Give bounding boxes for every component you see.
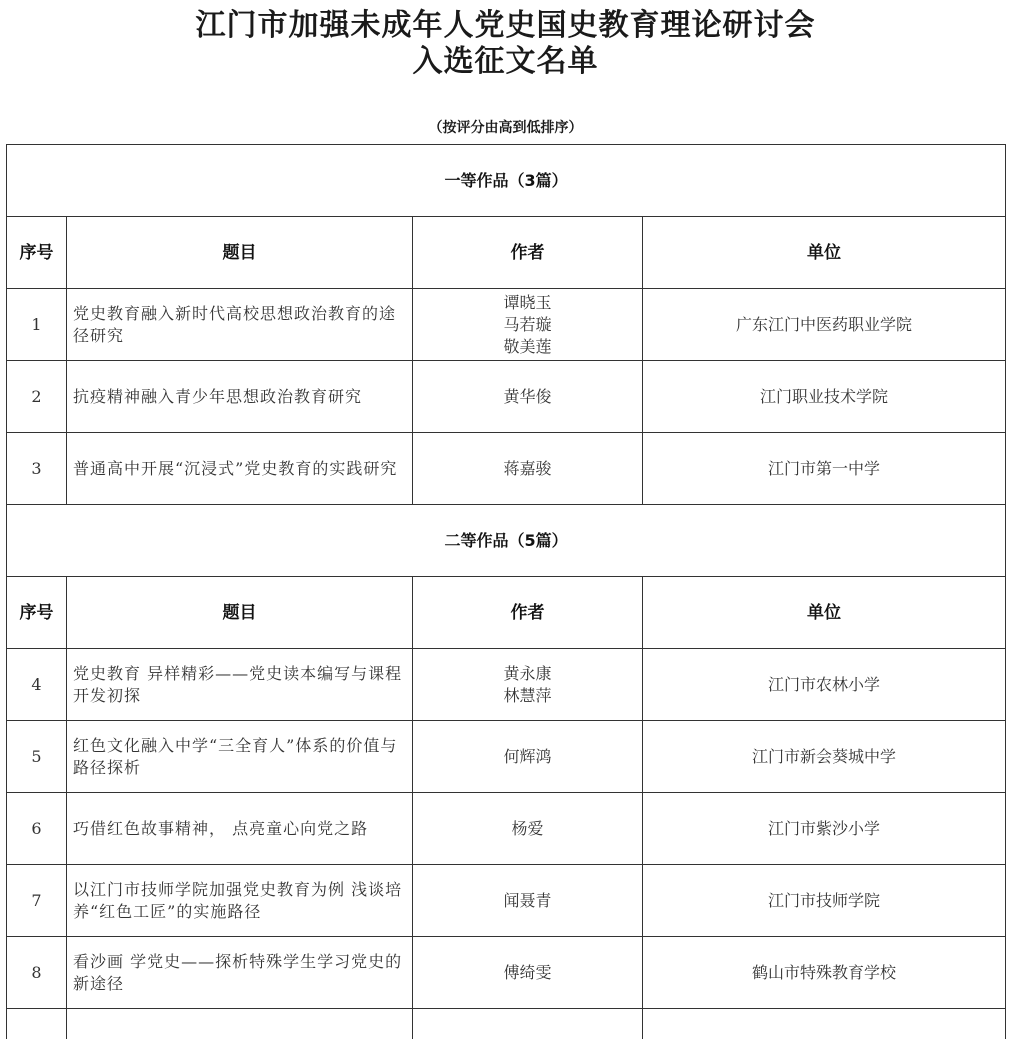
row-number: 2 [7, 361, 67, 433]
table-row [7, 937, 1006, 1009]
section-row [7, 505, 1006, 577]
row-title: 以江门市技师学院加强党史教育为例 浅谈培养“红色工匠”的实施路径 [67, 865, 413, 937]
row-number: 5 [7, 721, 67, 793]
header-unit: 单位 [643, 577, 1006, 649]
header-row [7, 217, 1006, 289]
author-name: 蒋嘉骏 [413, 458, 642, 480]
author-name: 谭晓玉 [413, 292, 642, 314]
row-unit: 广东江门中医药职业学院 [643, 289, 1006, 361]
row-title: 红色文化融入中学“三全育人”体系的价值与路径探析 [67, 721, 413, 793]
author-name: 敬美莲 [413, 336, 642, 358]
row-unit: 鹤山市特殊教育学校 [643, 937, 1006, 1009]
row-unit: 江门市第一中学 [643, 433, 1006, 505]
row-title: 党史教育 异样精彩——党史读本编写与课程开发初探 [67, 649, 413, 721]
document-subtitle: （按评分由高到低排序） [0, 118, 1011, 138]
table-row [7, 865, 1006, 937]
author-name: 傅绮雯 [413, 962, 642, 984]
row-title: 党史教育融入新时代高校思想政治教育的途径研究 [67, 289, 413, 361]
row-unit: 江门市农林小学 [643, 649, 1006, 721]
header-no: 序号 [7, 577, 67, 649]
row-authors [413, 937, 643, 1009]
header-no: 序号 [7, 217, 67, 289]
author-name: 林慧萍 [413, 685, 642, 707]
table-row [7, 289, 1006, 361]
row-unit: 江门职业技术学院 [643, 361, 1006, 433]
empty-cell [67, 1009, 413, 1039]
document-title-line1: 江门市加强未成年人党史国史教育理论研讨会 [0, 8, 1011, 44]
table-continuation-row [7, 1009, 1006, 1039]
section-label: 一等作品（3篇） [7, 145, 1006, 217]
author-name: 黄华俊 [413, 386, 642, 408]
header-title: 题目 [67, 577, 413, 649]
header-unit: 单位 [643, 217, 1006, 289]
row-authors [413, 289, 643, 361]
row-title: 抗疫精神融入青少年思想政治教育研究 [67, 361, 413, 433]
row-authors [413, 793, 643, 865]
document-title-line2: 入选征文名单 [0, 44, 1011, 80]
author-name: 马若璇 [413, 314, 642, 336]
table-row [7, 361, 1006, 433]
row-unit: 江门市紫沙小学 [643, 793, 1006, 865]
table-row [7, 793, 1006, 865]
section-row [7, 145, 1006, 217]
table-row [7, 433, 1006, 505]
table-row [7, 649, 1006, 721]
section-label: 二等作品（5篇） [7, 505, 1006, 577]
row-unit: 江门市新会葵城中学 [643, 721, 1006, 793]
header-title: 题目 [67, 217, 413, 289]
author-name: 何辉鸿 [413, 746, 642, 768]
table-row [7, 721, 1006, 793]
author-name: 杨爱 [413, 818, 642, 840]
row-title: 巧借红色故事精神， 点亮童心向党之路 [67, 793, 413, 865]
row-number: 6 [7, 793, 67, 865]
award-table-body [7, 145, 1006, 1039]
header-author: 作者 [413, 217, 643, 289]
row-authors [413, 649, 643, 721]
row-number: 8 [7, 937, 67, 1009]
header-row [7, 577, 1006, 649]
row-number: 3 [7, 433, 67, 505]
empty-cell [643, 1009, 1006, 1039]
author-name: 黄永康 [413, 663, 642, 685]
row-number: 1 [7, 289, 67, 361]
row-authors [413, 433, 643, 505]
row-authors [413, 865, 643, 937]
empty-cell [413, 1009, 643, 1039]
row-number: 7 [7, 865, 67, 937]
empty-cell [7, 1009, 67, 1039]
award-table [6, 144, 1006, 1039]
author-name: 闻聂青 [413, 890, 642, 912]
row-authors [413, 721, 643, 793]
row-title: 看沙画 学党史——探析特殊学生学习党史的新途径 [67, 937, 413, 1009]
row-number: 4 [7, 649, 67, 721]
header-author: 作者 [413, 577, 643, 649]
row-authors [413, 361, 643, 433]
row-unit: 江门市技师学院 [643, 865, 1006, 937]
row-title: 普通高中开展“沉浸式”党史教育的实践研究 [67, 433, 413, 505]
